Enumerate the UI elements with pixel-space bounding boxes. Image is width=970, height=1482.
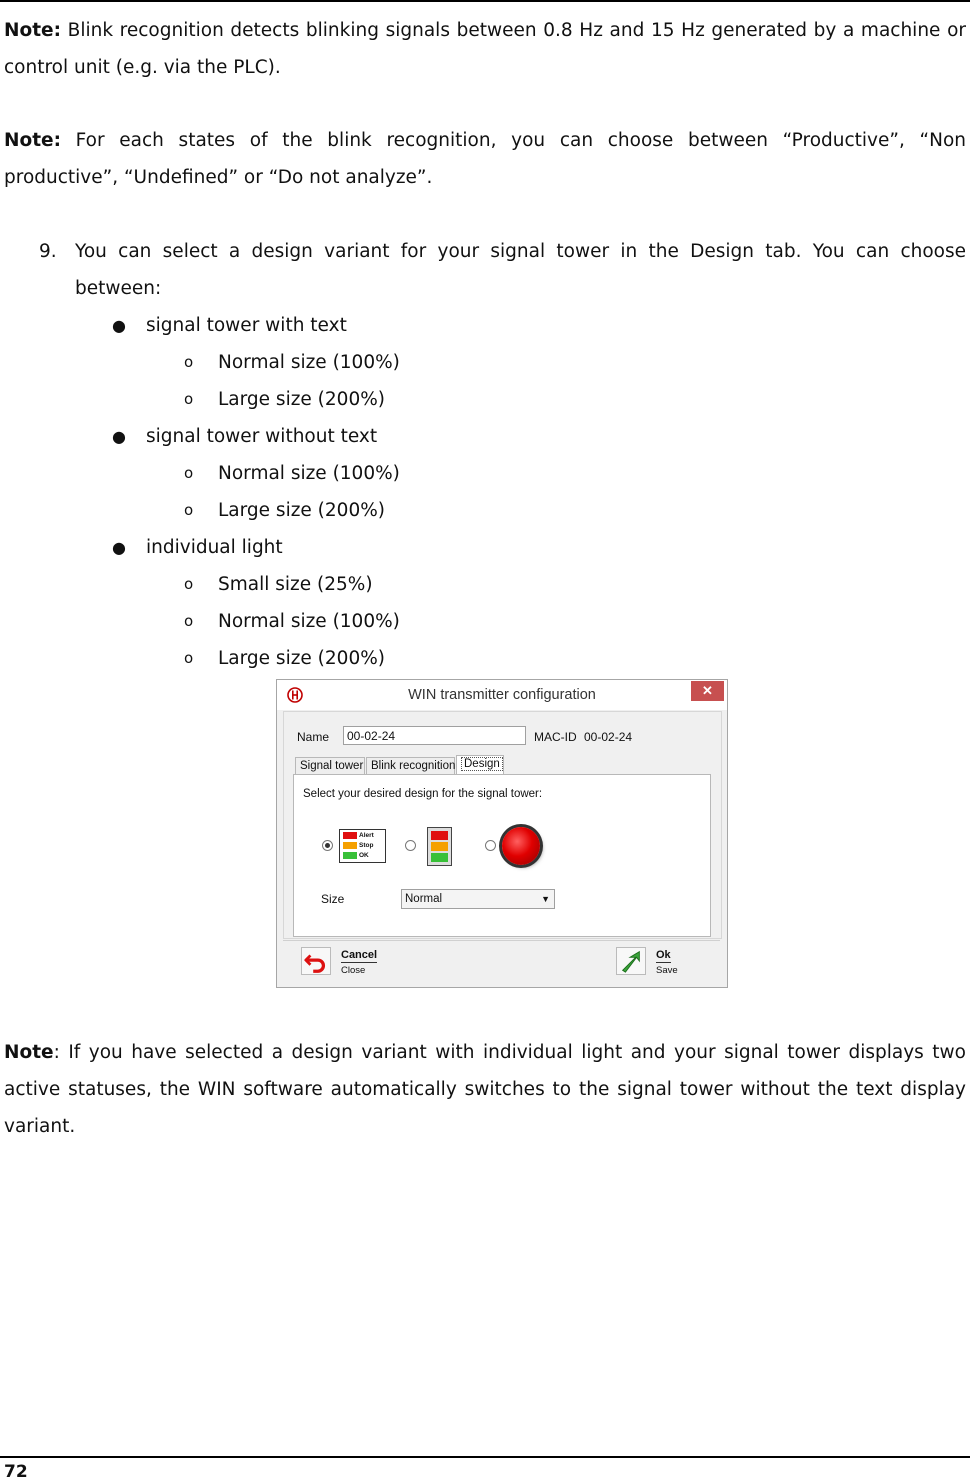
note-text: For each states of the blink recognition, you can choose between “Productive”, “Non productive”, “Undefined” or “Do not analyze”.	[4, 130, 966, 188]
list-item: ● individual light	[146, 529, 283, 566]
note-blink-frequency	[4, 12, 966, 86]
footer-divider	[283, 940, 720, 941]
circle-bullet-icon: o	[184, 612, 194, 630]
title-bar	[277, 680, 727, 710]
page-number: 72	[4, 1462, 28, 1482]
transmitter-config-dialog	[276, 679, 728, 988]
note-blink-states	[4, 122, 966, 196]
tower-with-text-preview: Alert Stop OK	[339, 829, 386, 863]
ok-button[interactable]	[616, 947, 691, 977]
list-item: o Large size (200%)	[218, 640, 385, 677]
list-item: o Normal size (100%)	[218, 344, 400, 381]
circle-bullet-icon: o	[184, 575, 194, 593]
step-number: 9.	[39, 241, 57, 262]
list-item: o Large size (200%)	[218, 492, 385, 529]
green-lamp	[343, 852, 357, 859]
tab-signal-tower[interactable]: Signal tower	[295, 757, 365, 774]
circle-bullet-icon: o	[184, 464, 194, 482]
step-text: You can select a design variant for your signal tower in the Design tab. You can choose between:	[75, 241, 966, 299]
close-button[interactable]: ✕	[691, 681, 724, 701]
name-label: Name	[297, 730, 330, 744]
tab-blink-recognition[interactable]: Blink recognition	[366, 757, 455, 774]
note-text: Blink recognition detects blinking signals between 0.8 Hz and 15 Hz generated by a machine or control unit (e.g. via the PLC).	[4, 20, 966, 78]
orange-lamp	[343, 842, 357, 849]
footer-rule	[0, 1456, 970, 1458]
list-item: o Normal size (100%)	[218, 455, 400, 492]
tower-without-text-preview	[427, 827, 452, 866]
list-item: ● signal tower with text	[146, 307, 347, 344]
cancel-button[interactable]	[301, 947, 386, 977]
circle-bullet-icon: o	[184, 353, 194, 371]
list-item: ● signal tower without text	[146, 418, 377, 455]
radio-tower-without-text[interactable]	[405, 840, 416, 851]
circle-bullet-icon: o	[184, 501, 194, 519]
red-lamp	[343, 832, 357, 839]
ok-label: Ok	[656, 949, 671, 961]
mac-id-label: MAC-ID	[534, 730, 577, 744]
mac-id-value: 00-02-24	[584, 730, 633, 744]
header-rule	[0, 0, 970, 2]
note-text: : If you have selected a design variant with individual light and your signal tower displays two active statuses, the WIN software automatically switches to the signal tower without the text display variant.	[4, 1042, 966, 1137]
dialog-title: WIN transmitter configuration	[408, 687, 596, 703]
bullet-icon: ●	[112, 316, 126, 335]
bullet-icon: ●	[112, 538, 126, 557]
size-value: Normal	[405, 893, 443, 905]
list-item: o Normal size (100%)	[218, 603, 400, 640]
tab-design[interactable]: Design	[456, 755, 504, 775]
circle-bullet-icon: o	[184, 649, 194, 667]
note-individual-light	[4, 1034, 966, 1145]
red-lamp	[431, 831, 448, 840]
bullet-icon: ●	[112, 427, 126, 446]
undo-arrow-icon	[301, 947, 331, 975]
checkmark-arrow-icon	[616, 947, 646, 975]
size-select[interactable]	[401, 889, 555, 909]
green-lamp	[431, 853, 448, 862]
cancel-label: Cancel	[341, 949, 378, 961]
size-label: Size	[321, 892, 345, 906]
list-item: o Large size (200%)	[218, 381, 385, 418]
cancel-sublabel: Close	[341, 965, 366, 976]
circle-bullet-icon: o	[184, 390, 194, 408]
design-instruction: Select your desired design for the signal tower:	[303, 788, 543, 800]
radio-individual-light[interactable]	[485, 840, 496, 851]
note-label: Note	[4, 1042, 54, 1063]
radio-tower-with-text[interactable]	[322, 840, 333, 851]
list-item: o Small size (25%)	[218, 566, 373, 603]
orange-lamp	[431, 842, 448, 851]
ok-sublabel: Save	[656, 965, 678, 976]
individual-light-preview	[502, 827, 540, 865]
note-label: Note:	[4, 20, 61, 41]
name-input[interactable]	[343, 726, 526, 745]
note-label: Note:	[4, 130, 61, 151]
chevron-down-icon: ▼	[541, 894, 550, 904]
